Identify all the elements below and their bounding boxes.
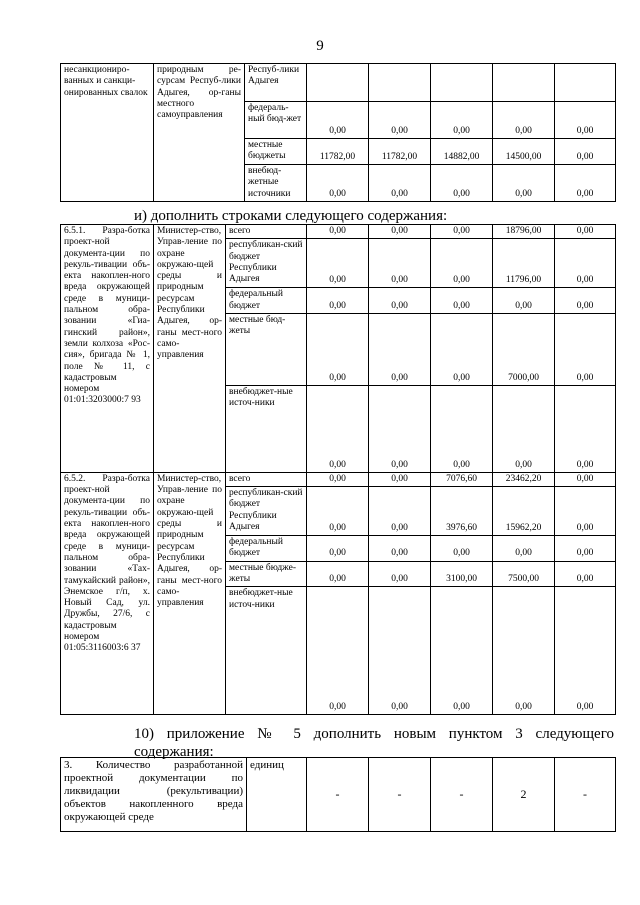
value-cell: 0,00 — [307, 536, 369, 562]
value-cell: 0,00 — [369, 239, 431, 288]
value-cell: 0,00 — [493, 102, 555, 139]
source-cell: всего — [226, 472, 307, 486]
value-cell: 0,00 — [493, 536, 555, 562]
value-cell: 0,00 — [369, 472, 431, 486]
value-cell: - — [369, 758, 431, 832]
value-cell: 0,00 — [369, 165, 431, 202]
value-cell: 0,00 — [555, 561, 616, 587]
unit-cell: единиц — [247, 758, 307, 832]
value-cell: 0,00 — [431, 225, 493, 239]
value-cell — [555, 64, 616, 102]
executor-cell: Министер-ство, Управ-ление по охране окружаю-щей среды и природным ресурсам Республики Адыгея, ор-ганы мест-ного само-управления — [154, 472, 226, 714]
source-cell: местные бюд-жеты — [226, 313, 307, 385]
source-cell: республикан-ский бюджет Республики Адыгея — [226, 239, 307, 288]
value-cell: 0,00 — [307, 239, 369, 288]
value-cell: 11796,00 — [493, 239, 555, 288]
source-cell: республикан-ский бюджет Республики Адыгея — [226, 487, 307, 536]
value-cell: 0,00 — [431, 102, 493, 139]
value-cell: 0,00 — [369, 288, 431, 314]
executor-cell: Министер-ство, Управ-ление по охране окружаю-щей среды и природным ресурсам Республики Адыгея, ор-ганы мест-ного само-управления — [154, 225, 226, 473]
value-cell: 0,00 — [555, 288, 616, 314]
value-cell: 0,00 — [431, 239, 493, 288]
value-cell: 0,00 — [369, 487, 431, 536]
value-cell: 0,00 — [307, 487, 369, 536]
value-cell: 14882,00 — [431, 139, 493, 165]
indicator-cell: 3. Количество разработанной проектной документации по ликвидации (рекультивации) объектов накопленного вреда окружающей среде — [61, 758, 247, 832]
value-cell: 3100,00 — [431, 561, 493, 587]
source-cell: местные бюджеты — [245, 139, 307, 165]
value-cell: 0,00 — [307, 472, 369, 486]
value-cell: 0,00 — [307, 587, 369, 715]
value-cell: 7500,00 — [493, 561, 555, 587]
value-cell: 0,00 — [555, 165, 616, 202]
object-cell: несанкциониро-ванных и санкци-онированных свалок — [61, 64, 154, 202]
value-cell: 0,00 — [431, 288, 493, 314]
value-cell: 11782,00 — [307, 139, 369, 165]
source-cell: федераль-ный бюд-жет — [245, 102, 307, 139]
value-cell: 0,00 — [307, 165, 369, 202]
value-cell: 0,00 — [307, 102, 369, 139]
table-row — [61, 472, 616, 486]
table-bottom — [60, 757, 616, 832]
value-cell: - — [431, 758, 493, 832]
value-cell: 0,00 — [493, 165, 555, 202]
heading-appendix-line2: содержания: — [134, 744, 214, 760]
page-number: 9 — [316, 38, 324, 54]
source-cell: внебюд-жетные источники — [245, 165, 307, 202]
value-cell: 0,00 — [555, 487, 616, 536]
table-row — [61, 64, 616, 102]
value-cell: 15962,20 — [493, 487, 555, 536]
heading-add-rows: и) дополнить строками следующего содержания: — [134, 208, 448, 224]
value-cell: 0,00 — [431, 385, 493, 472]
value-cell — [493, 64, 555, 102]
value-cell: 7000,00 — [493, 313, 555, 385]
source-cell: внебюджет-ные источ-ники — [226, 385, 307, 472]
value-cell: 18796,00 — [493, 225, 555, 239]
value-cell: 0,00 — [555, 102, 616, 139]
value-cell: 0,00 — [307, 561, 369, 587]
table-mid — [60, 224, 616, 715]
value-cell: 0,00 — [369, 561, 431, 587]
value-cell: 0,00 — [555, 385, 616, 472]
value-cell: 0,00 — [431, 165, 493, 202]
value-cell: 0,00 — [369, 536, 431, 562]
value-cell: 0,00 — [431, 587, 493, 715]
source-cell: Респуб-лики Адыгея — [245, 64, 307, 102]
source-cell: внебюджет-ные источ-ники — [226, 587, 307, 715]
value-cell: 0,00 — [307, 313, 369, 385]
executor-cell: природным ре-сурсам Респуб-лики Адыгея, ор-ганы местного самоуправления — [154, 64, 245, 202]
value-cell: 0,00 — [555, 313, 616, 385]
table-row — [61, 225, 616, 239]
heading-appendix — [134, 725, 614, 761]
table-top — [60, 63, 616, 202]
source-cell: федеральный бюджет — [226, 288, 307, 314]
value-cell: 0,00 — [493, 288, 555, 314]
value-cell: 0,00 — [307, 288, 369, 314]
object-cell: 6.5.2. Разра-ботка проект-ной документа-ции по рекуль-тивации объ-екта накоплен-ного вреда окружающей среде в муници-пальном обра-зовании «Тах-тамукайский район», Энемское г/п, х. Новый Сад, ул. Дружбы, 27/6, с кадастровым номером 01:05:3116003:6 37 — [61, 472, 154, 714]
value-cell: 23462,20 — [493, 472, 555, 486]
value-cell — [431, 64, 493, 102]
value-cell: 7076,60 — [431, 472, 493, 486]
value-cell: 0,00 — [369, 587, 431, 715]
value-cell: 0,00 — [555, 139, 616, 165]
object-cell: 6.5.1. Разра-ботка проект-ной документа-ции по рекуль-тивации объ-екта накоплен-ного вреда окружающей среде в муници-пальном обра-зовании «Гиа-гинский район», земли колхоза «Рос-сия», бригада № 1, поле № 11, с кадастровым номером 01:01:3203000:7 93 — [61, 225, 154, 473]
source-cell: местные бюдже-жеты — [226, 561, 307, 587]
value-cell: 0,00 — [493, 385, 555, 472]
value-cell: 0,00 — [369, 225, 431, 239]
value-cell: 0,00 — [431, 536, 493, 562]
table-row — [61, 758, 616, 832]
value-cell: 2 — [493, 758, 555, 832]
value-cell: 0,00 — [493, 587, 555, 715]
value-cell — [369, 64, 431, 102]
value-cell: 0,00 — [369, 102, 431, 139]
value-cell: - — [307, 758, 369, 832]
value-cell — [307, 64, 369, 102]
value-cell: 0,00 — [555, 225, 616, 239]
value-cell: 0,00 — [369, 313, 431, 385]
heading-appendix-line1: 10) приложение № 5 дополнить новым пунктом 3 следующего — [134, 726, 614, 742]
value-cell: 0,00 — [431, 313, 493, 385]
value-cell: 0,00 — [369, 385, 431, 472]
value-cell: 14500,00 — [493, 139, 555, 165]
value-cell: 0,00 — [555, 536, 616, 562]
value-cell: 3976,60 — [431, 487, 493, 536]
source-cell: федеральный бюджет — [226, 536, 307, 562]
value-cell: 11782,00 — [369, 139, 431, 165]
value-cell: 0,00 — [307, 225, 369, 239]
value-cell: 0,00 — [555, 239, 616, 288]
value-cell: 0,00 — [307, 385, 369, 472]
source-cell: всего — [226, 225, 307, 239]
value-cell: - — [555, 758, 616, 832]
value-cell: 0,00 — [555, 587, 616, 715]
value-cell: 0,00 — [555, 472, 616, 486]
